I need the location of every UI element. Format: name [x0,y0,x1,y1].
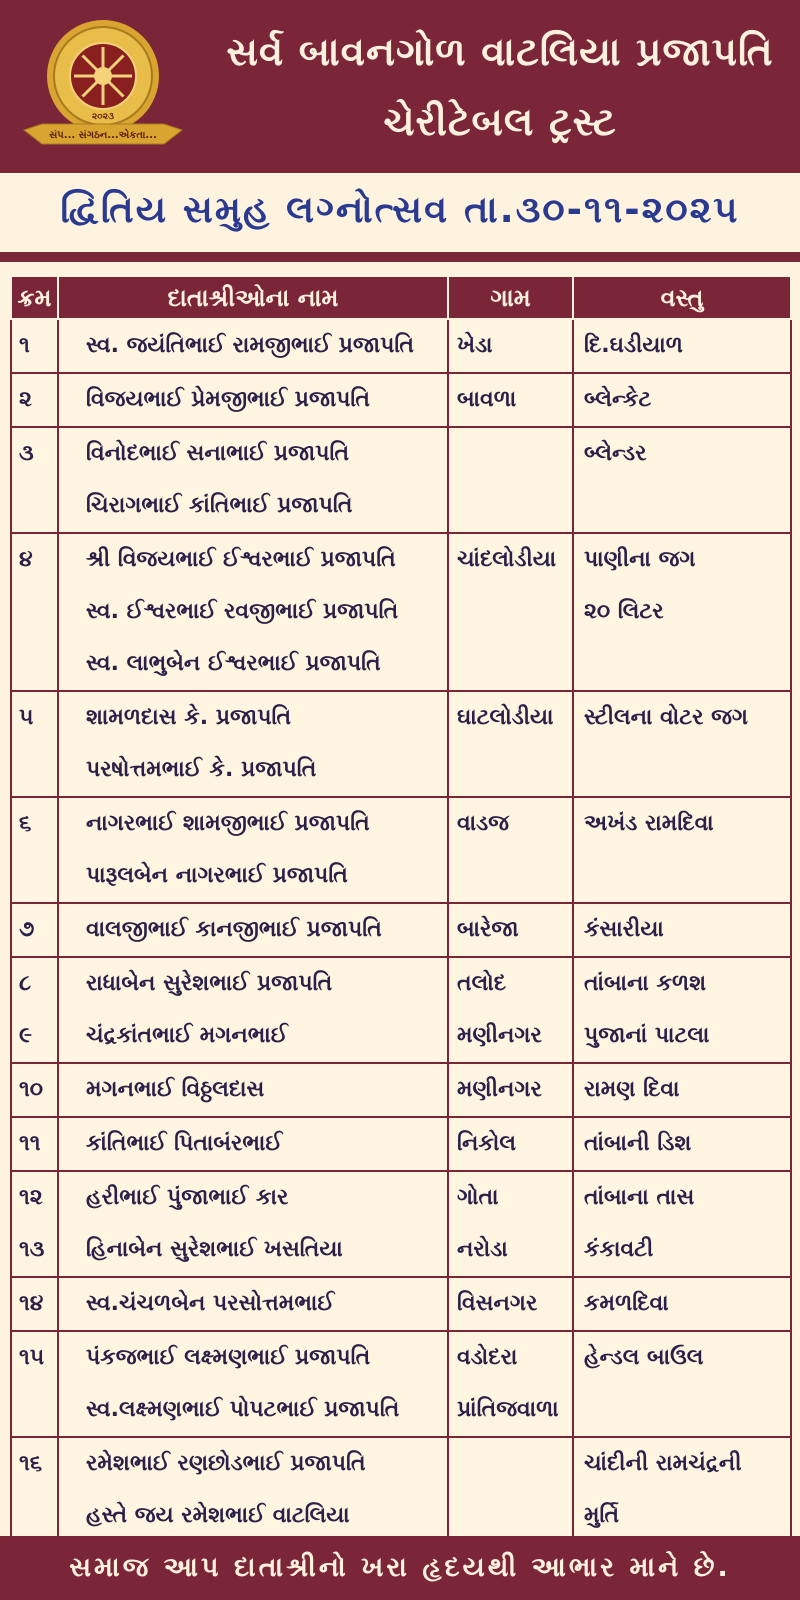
village-cell [448,319,573,373]
donor-names-cell [58,1331,448,1437]
item-cell [573,1277,791,1331]
donor-name: રમેશભાઈ રણછોડભાઈ પ્રજાપતિ [86,1451,366,1476]
donated-item: કંકાવટી [584,1237,654,1262]
serial-number: ૧૨ [19,1185,43,1210]
serial-cell [11,903,58,957]
village-cell [448,1437,573,1543]
donor-name: વિજયભાઈ પ્રેમજીભાઈ પ્રજાપતિ [86,387,370,412]
village-cell [448,957,573,1063]
item-cell [573,957,791,1063]
serial-cell [11,1277,58,1331]
table-row [11,533,791,691]
village-name: નિકોલ [457,1131,517,1156]
table-row [11,427,791,533]
donated-item: દિ.ઘડીયાળ [584,333,683,358]
item-cell [573,373,791,427]
divider [0,252,800,262]
village-name: ગોતા [457,1185,499,1210]
donor-name: સ્વ.ચંચળબેન પરસોત્તમભાઈ [86,1291,335,1316]
serial-cell [11,533,58,691]
donor-name: મગનભાઈ વિઠ્ઠલદાસ [86,1077,265,1102]
trust-type: ચેરીટેબલ ટ્રસ્ટ [383,100,617,145]
serial-number: ૬ [19,811,32,836]
donor-names-cell [58,903,448,957]
table-row [11,319,791,373]
serial-number: ૪ [19,547,33,572]
village-cell [448,1063,573,1117]
donated-item: હેન્ડલ બાઉલ [584,1345,704,1370]
donor-names-cell [58,1437,448,1543]
serial-cell [11,957,58,1063]
donated-item: પાણીના જગ [584,547,696,572]
serial-cell [11,1171,58,1277]
village-name: બાવળા [457,387,517,412]
header-village: ગામ [448,276,573,319]
header-item: વસ્તુ [573,276,791,319]
item-cell [573,1117,791,1171]
donor-name: સ્વ. જયંતિભાઈ રામજીભાઈ પ્રજાપતિ [86,333,414,358]
village-name: બારેજા [457,917,519,942]
serial-cell [11,797,58,903]
village-name: વિસનગર [457,1291,538,1316]
serial-number: ૮ [19,971,32,996]
donor-name: સ્વ.લક્ષ્મણભાઈ પોપટભાઈ પ્રજાપતિ [86,1397,400,1422]
serial-number: ૫ [19,705,34,730]
serial-number: ૭ [19,917,35,942]
donor-names-cell [58,1277,448,1331]
table-row [11,373,791,427]
donated-item: તાંબાના તાસ [584,1185,695,1210]
donated-item: અખંડ રામદિવા [584,811,714,836]
village-name: ચાંદલોડીયા [457,547,557,572]
village-name: પ્રાંતિજવાળા [457,1397,559,1422]
donated-item: સ્ટીલના વોટર જગ [584,705,748,730]
serial-cell [11,691,58,797]
serial-number: ૧૩ [19,1237,45,1262]
item-cell [573,903,791,957]
serial-number: ૧૫ [19,1345,45,1370]
item-cell [573,691,791,797]
item-cell [573,797,791,903]
table-row [11,957,791,1063]
table-row [11,1117,791,1171]
donor-name: શામળદાસ કે. પ્રજાપતિ [86,705,292,730]
village-cell [448,903,573,957]
donor-table [10,275,792,1544]
village-cell [448,533,573,691]
donated-item: રામણ દિવા [584,1077,680,1102]
donated-item: તાંબાના કળશ [584,971,707,996]
table-row [11,1277,791,1331]
donor-name: પારૂલબેન નાગરભાઈ પ્રજાપતિ [86,863,348,888]
donor-name: હસ્તે જય રમેશભાઈ વાટલિયા [86,1503,350,1528]
donor-name: ચિરાગભાઈ કાંતિભાઈ પ્રજાપતિ [86,493,353,518]
item-cell [573,427,791,533]
serial-number: ૨ [19,387,32,412]
donor-names-cell [58,1063,448,1117]
trust-logo [22,16,184,156]
event-title: દ્વિતિય સમુહ લગ્નોત્સવ તા.૩૦-૧૧-૨૦૨૫ [60,188,740,231]
donor-name: કાંતિભાઈ પિતાબંરભાઈ [86,1131,283,1156]
donor-names-cell [58,1171,448,1277]
donated-item: કમળદિવા [584,1291,669,1316]
thank-you-footer: સમાજ આપ દાતાશ્રીનો ખરા હૃદયથી આભાર માને છે. [0,1536,800,1600]
village-cell [448,1117,573,1171]
village-cell [448,1171,573,1277]
table-row [11,1063,791,1117]
item-cell [573,1063,791,1117]
table-row [11,1331,791,1437]
serial-number: ૧ [19,333,30,358]
village-name: ખેડા [457,333,493,358]
donor-name: નાગરભાઈ શામજીભાઈ પ્રજાપતિ [86,811,370,836]
donor-names-cell [58,427,448,533]
serial-number: ૧૦ [19,1077,44,1102]
donor-name: વિનોદભાઈ સનાભાઈ પ્રજાપતિ [86,441,350,466]
donor-names-cell [58,691,448,797]
table-header-row [11,276,791,319]
serial-cell [11,319,58,373]
item-cell [573,1171,791,1277]
donor-name: સ્વ. લાભુબેન ઈશ્વરભાઈ પ્રજાપતિ [86,651,381,676]
header-donor-names: દાતાશ્રીઓના નામ [58,276,448,319]
donated-item: બ્લેન્ડર [584,441,647,466]
serial-number: ૯ [19,1023,33,1048]
village-cell [448,373,573,427]
village-cell [448,1331,573,1437]
donor-names-cell [58,957,448,1063]
trust-name: સર્વ બાવનગોળ વાટલિયા પ્રજાપતિ [226,30,774,75]
donated-item: ચાંદીની રામચંદ્રની [584,1451,742,1476]
serial-cell [11,1437,58,1543]
village-name: તલોદ [457,971,507,996]
table-row [11,1171,791,1277]
donor-names-cell [58,533,448,691]
village-name: નરોડા [457,1237,508,1262]
village-name: મણીનગર [457,1077,542,1102]
item-cell [573,1331,791,1437]
serial-cell [11,1063,58,1117]
header-serial: ક્રમ [11,276,58,319]
donor-name: રાધાબેન સુરેશભાઈ પ્રજાપતિ [86,971,333,996]
village-name: વડોદરા [457,1345,518,1370]
donated-item: બ્લેન્કેટ [584,387,652,412]
donor-name: સ્વ. ઈશ્વરભાઈ રવજીભાઈ પ્રજાપતિ [86,599,399,624]
donated-item: ૨૦ લિટર [584,599,664,624]
serial-number: ૩ [19,441,34,466]
donor-name: શ્રી વિજયભાઈ ઈશ્વરભાઈ પ્રજાપતિ [86,547,396,572]
item-cell [573,319,791,373]
serial-cell [11,1331,58,1437]
donor-name: વાલજીભાઈ કાનજીભાઈ પ્રજાપતિ [86,917,382,942]
serial-number: ૧૧ [19,1131,41,1156]
donor-name: હિનાબેન સુરેશભાઈ ખસતિયા [86,1237,343,1262]
donor-names-cell [58,1117,448,1171]
donor-name: હરીભાઈ પુંજાભાઈ કાર [86,1185,289,1210]
serial-number: ૧૬ [19,1451,43,1476]
donated-item: મુર્તિ [584,1503,620,1528]
header-banner [0,0,800,173]
item-cell [573,1437,791,1543]
serial-cell [11,1117,58,1171]
donated-item: તાંબાની ડિશ [584,1131,692,1156]
village-cell [448,797,573,903]
donor-name: ચંદ્રકાંતભાઈ મગનભાઈ [86,1023,288,1048]
donated-item: પુજાનાં પાટલા [584,1023,710,1048]
serial-number: ૧૪ [19,1291,44,1316]
logo-year: ૨૦૨૩ [92,112,114,122]
village-cell [448,691,573,797]
donated-item: કંસારીયા [584,917,664,942]
serial-cell [11,427,58,533]
donor-names-cell [58,797,448,903]
table-row [11,1437,791,1543]
donor-names-cell [58,319,448,373]
table-row [11,903,791,957]
table-row [11,797,791,903]
village-name: ઘાટલોડીયા [457,705,554,730]
village-cell [448,1277,573,1331]
donor-name: પરષોત્તમભાઈ કે. પ્રજાપતિ [86,757,317,782]
donor-names-cell [58,373,448,427]
table-row [11,691,791,797]
village-cell [448,427,573,533]
village-name: વાડજ [457,811,509,836]
serial-cell [11,373,58,427]
logo-motto: સંપ... સંગઠન...એકતા... [49,130,157,141]
donor-name: પંકજભાઈ લક્ષ્મણભાઈ પ્રજાપતિ [86,1345,371,1370]
village-name: મણીનગર [457,1023,542,1048]
item-cell [573,533,791,691]
